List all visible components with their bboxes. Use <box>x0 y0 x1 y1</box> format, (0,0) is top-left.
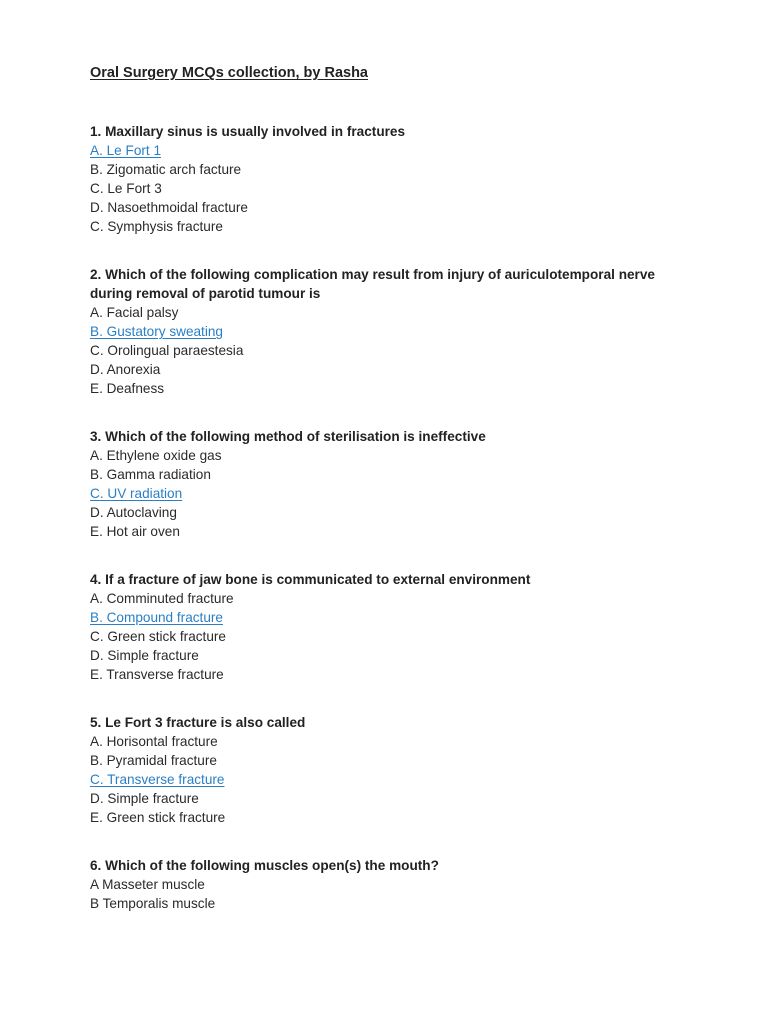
option-item: C. Le Fort 3 <box>90 181 162 196</box>
option-item: D. Anorexia <box>90 362 161 377</box>
option-item: D. Simple fracture <box>90 791 199 806</box>
question-text: 3. Which of the following method of sterilisation is ineffective <box>90 429 486 444</box>
option-item: C. Green stick fracture <box>90 629 226 644</box>
option-item: A Masseter muscle <box>90 877 205 892</box>
question-text: 4. If a fracture of jaw bone is communicated to external environment <box>90 572 531 587</box>
question-block <box>90 265 768 398</box>
question-block <box>90 856 768 913</box>
question-text: 1. Maxillary sinus is usually involved in fractures <box>90 124 406 139</box>
option-item: B. Pyramidal fracture <box>90 753 217 768</box>
option-item: A. Ethylene oxide gas <box>90 448 222 463</box>
option-item: A. Comminuted fracture <box>90 591 234 606</box>
question-text: 5. Le Fort 3 fracture is also called <box>90 715 306 730</box>
answer-link[interactable]: A. Le Fort 1 <box>90 143 162 158</box>
option-item: B. Gamma radiation <box>90 467 211 482</box>
option-list <box>90 141 768 236</box>
option-item: B Temporalis muscle <box>90 896 216 911</box>
question-list <box>90 122 768 913</box>
answer-link[interactable]: C. UV radiation <box>90 486 183 501</box>
question-block <box>90 427 768 541</box>
answer-link[interactable]: C. Transverse fracture <box>90 772 225 787</box>
option-list <box>90 446 768 541</box>
option-item: E. Transverse fracture <box>90 667 224 682</box>
question-block <box>90 570 768 684</box>
option-item: D. Simple fracture <box>90 648 199 663</box>
option-item: C. Orolingual paraestesia <box>90 343 244 358</box>
question-text: 6. Which of the following muscles open(s) the mouth? <box>90 858 439 873</box>
option-item: B. Zigomatic arch facture <box>90 162 242 177</box>
option-item: E. Deafness <box>90 381 165 396</box>
answer-link[interactable]: B. Gustatory sweating <box>90 324 223 339</box>
question-block <box>90 122 768 236</box>
option-item: A. Facial palsy <box>90 305 179 320</box>
option-item: D. Nasoethmoidal fracture <box>90 200 248 215</box>
answer-link[interactable]: B. Compound fracture <box>90 610 223 625</box>
option-item: E. Green stick fracture <box>90 810 226 825</box>
option-list <box>90 589 768 684</box>
question-block <box>90 713 768 827</box>
option-list <box>90 303 768 398</box>
option-list <box>90 732 768 827</box>
question-text: 2. Which of the following complication may result from injury of auriculotemporal nerve during removal of parotid tumour is <box>90 267 655 301</box>
option-list <box>90 875 768 913</box>
option-item: E. Hot air oven <box>90 524 180 539</box>
document-title: Oral Surgery MCQs collection, by Rasha <box>90 65 368 81</box>
option-item: D. Autoclaving <box>90 505 177 520</box>
option-item: A. Horisontal fracture <box>90 734 218 749</box>
option-item: C. Symphysis fracture <box>90 219 223 234</box>
